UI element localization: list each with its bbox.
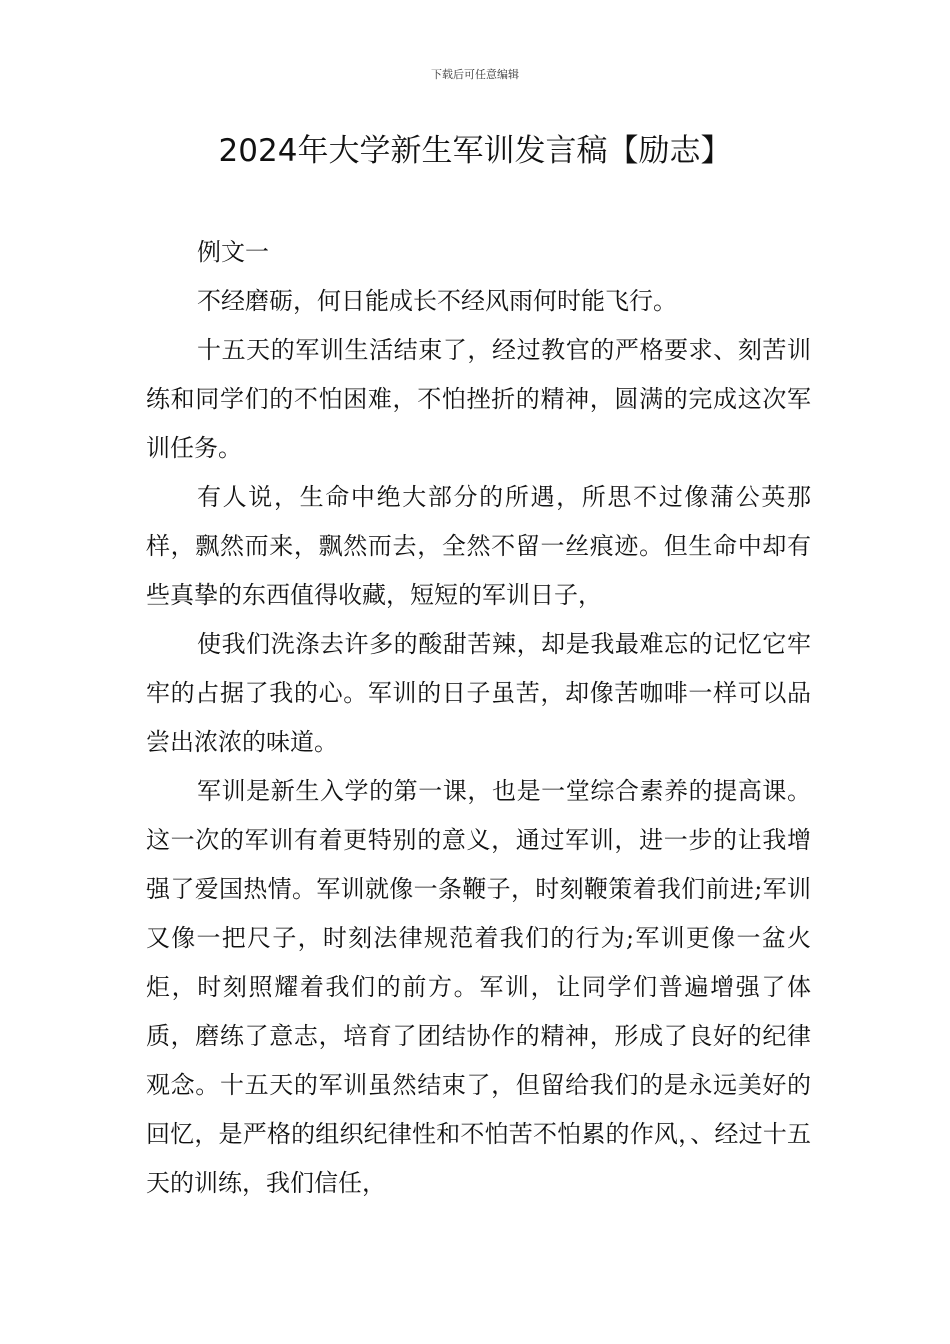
paragraph: 使我们洗涤去许多的酸甜苦辣，却是我最难忘的记忆它牢牢的占据了我的心。军训的日子虽苦，却像苦咖啡一样可以品尝出浓浓的味道。 <box>146 630 811 756</box>
document-title: 2024年大学新生军训发言稿【励志】 <box>218 133 732 169</box>
paragraph: 有人说，生命中绝大部分的所遇，所思不过像蒲公英那样，飘然而来，飘然而去，全然不留一丝痕迹。但生命中却有些真挚的东西值得收藏，短短的军训日子， <box>146 483 811 609</box>
document-body <box>146 228 811 1208</box>
paragraph: 不经磨砺，何日能成长不经风雨何时能飞行。 <box>197 287 677 315</box>
paragraph: 军训是新生入学的第一课，也是一堂综合素养的提高课。这一次的军训有着更特别的意义，通过军训，进一步的让我增强了爱国热情。军训就像一条鞭子，时刻鞭策着我们前进;军训又像一把尺子，时刻法律规范着我们的行为;军训更像一盆火炬，时刻照耀着我们的前方。军训，让同学们普遍增强了体质，磨练了意志，培育了团结协作的精神，形成了良好的纪律观念。十五天的军训虽然结束了，但留给我们的是永远美好的回忆，是严格的组织纪律性和不怕苦不怕累的作风，、经过十五天的训练，我们信任， <box>146 777 811 1197</box>
header-note: 下载后可任意编辑 <box>431 68 519 81</box>
paragraph: 十五天的军训生活结束了，经过教官的严格要求、刻苦训练和同学们的不怕困难，不怕挫折的精神，圆满的完成这次军训任务。 <box>146 336 811 462</box>
paragraph-example-label: 例文一 <box>197 238 269 266</box>
